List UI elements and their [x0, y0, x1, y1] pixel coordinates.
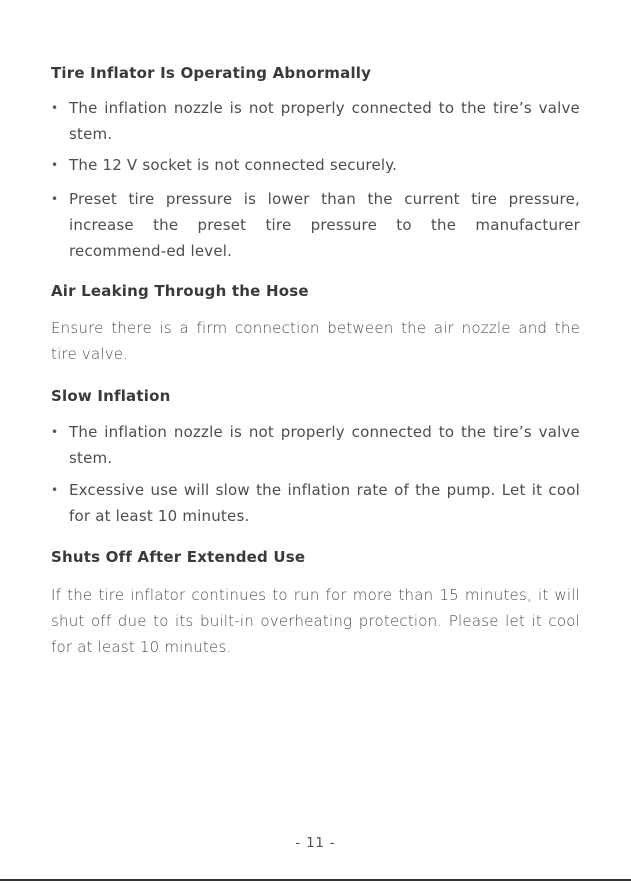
bullet-dot-icon: • — [51, 158, 59, 172]
section-heading-air-leaking: Air Leaking Through the Hose — [51, 282, 309, 300]
bullet-item — [51, 477, 580, 529]
bottom-divider — [0, 879, 631, 881]
bullet-text: The inflation nozzle is not properly connected to the tire’s valve stem. — [69, 423, 580, 467]
bullet-item — [51, 152, 580, 178]
section-heading-abnormal: Tire Inflator Is Operating Abnormally — [51, 64, 372, 82]
section-heading-shuts-off: Shuts Off After Extended Use — [51, 548, 306, 566]
bullet-text: Excessive use will slow the inflation rate of the pump. Let it cool for at least 10 minutes. — [69, 481, 580, 525]
bullet-dot-icon: • — [51, 192, 59, 206]
page-number: - 11 - — [295, 836, 336, 851]
bullet-item — [51, 419, 580, 471]
section-paragraph: If the tire inflator continues to run for more than 15 minutes, it will shut off due to its built-in overheating protection. Please let it cool for at least 10 minutes. — [51, 586, 580, 656]
section-heading-slow-inflation: Slow Inflation — [51, 387, 171, 405]
bullet-text: The inflation nozzle is not properly connected to the tire’s valve stem. — [69, 99, 580, 143]
bullet-text: The 12 V socket is not connected securely. — [69, 156, 398, 174]
section-paragraph: Ensure there is a firm connection between the air nozzle and the tire valve. — [51, 319, 580, 363]
bullet-dot-icon: • — [51, 483, 59, 497]
bullet-text: Preset tire pressure is lower than the current tire pressure, increase the preset tire pressure to the manufacturer recommend-ed level. — [69, 190, 580, 260]
bullet-dot-icon: • — [51, 101, 59, 115]
bullet-item — [51, 186, 580, 264]
bullet-item — [51, 95, 580, 147]
bullet-dot-icon: • — [51, 425, 59, 439]
